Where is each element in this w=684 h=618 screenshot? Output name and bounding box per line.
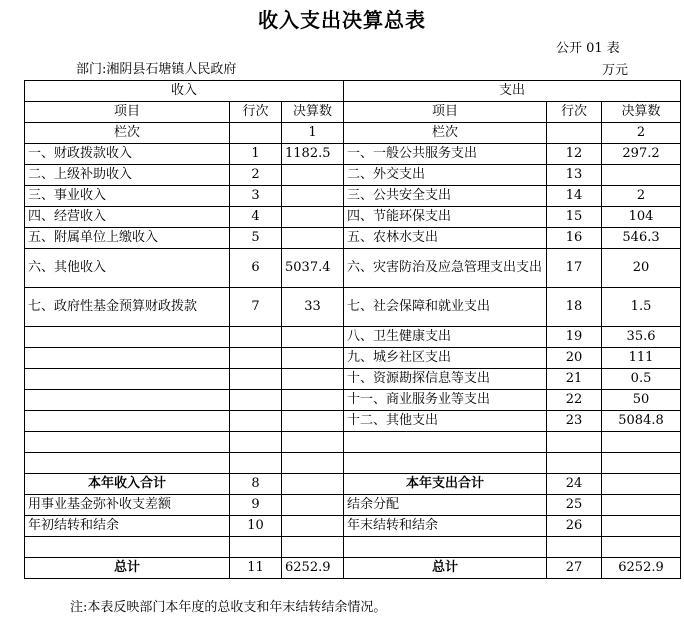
income-expense-table: [24, 80, 681, 579]
income-line-no-cell: 10: [230, 516, 282, 537]
empty-cell: [230, 123, 282, 144]
income-amount-cell: [282, 411, 344, 432]
expense-line-no-cell: 16: [547, 228, 602, 249]
income-line-no-cell: 3: [230, 186, 282, 207]
expense-line-no-cell: 14: [547, 186, 602, 207]
income-line-no-cell: 9: [230, 495, 282, 516]
column-index-1: 1: [282, 123, 344, 144]
department-label: 部门:湘阴县石塘镇人民政府: [76, 62, 237, 77]
expense-amount-header: 决算数: [602, 102, 681, 123]
section-header-row: [25, 81, 681, 102]
column-header-row: [25, 102, 681, 123]
table-row: [25, 288, 681, 327]
report-title: 收入支出决算总表: [258, 8, 426, 32]
footnote: 注:本表反映部门本年度的总收支和年末结转结余情况。: [70, 600, 387, 615]
expense-line-no-cell: 25: [547, 495, 602, 516]
income-line-no-cell: 8: [230, 474, 282, 495]
expense-item-cell: 年末结转和结余: [344, 516, 547, 537]
income-line-no-cell: [230, 390, 282, 411]
income-amount-cell: 1182.5: [282, 144, 344, 165]
expense-amount-cell: [602, 432, 681, 453]
income-item-cell: 三、事业收入: [25, 186, 230, 207]
income-line-no-cell: [230, 537, 282, 558]
income-item-cell: [25, 390, 230, 411]
income-item-cell: [25, 369, 230, 390]
expense-line-no-cell: 12: [547, 144, 602, 165]
income-amount-cell: [282, 390, 344, 411]
expense-line-no-cell: 19: [547, 327, 602, 348]
income-line-no-cell: 2: [230, 165, 282, 186]
table-row: [25, 348, 681, 369]
expense-amount-cell: [602, 495, 681, 516]
income-amount-cell: [282, 453, 344, 474]
income-line-no-cell: [230, 369, 282, 390]
expense-item-cell: 总计: [344, 558, 547, 579]
expense-line-no-cell: 18: [547, 288, 602, 327]
table-row: [25, 228, 681, 249]
income-line-no-cell: [230, 432, 282, 453]
income-amount-cell: [282, 165, 344, 186]
expense-amount-cell: [602, 474, 681, 495]
column-index-label: 栏次: [25, 123, 230, 144]
income-amount-cell: 6252.9: [282, 558, 344, 579]
expense-item-cell: 十二、其他支出: [344, 411, 547, 432]
table-row: [25, 537, 681, 558]
income-amount-cell: [282, 228, 344, 249]
expense-amount-cell: 50: [602, 390, 681, 411]
expense-line-no-cell: 15: [547, 207, 602, 228]
expense-item-cell: 五、农林水支出: [344, 228, 547, 249]
expense-section-header: 支出: [344, 81, 681, 102]
expense-amount-cell: 546.3: [602, 228, 681, 249]
expense-line-no-cell: 24: [547, 474, 602, 495]
expense-item-cell: 一、一般公共服务支出: [344, 144, 547, 165]
income-amount-cell: [282, 516, 344, 537]
income-item-cell: 用事业基金弥补收支差额: [25, 495, 230, 516]
expense-item-cell: [344, 432, 547, 453]
expense-item-cell: 本年支出合计: [344, 474, 547, 495]
table-row: [25, 369, 681, 390]
expense-line-no-cell: [547, 453, 602, 474]
table-row: [25, 411, 681, 432]
income-item-cell: 四、经营收入: [25, 207, 230, 228]
expense-item-cell: 四、节能环保支出: [344, 207, 547, 228]
expense-line-no-header: 行次: [547, 102, 602, 123]
column-index-row: [25, 123, 681, 144]
income-item-cell: 二、上级补助收入: [25, 165, 230, 186]
income-item-cell: 六、其他收入: [25, 249, 230, 288]
income-line-no-header: 行次: [230, 102, 282, 123]
expense-line-no-cell: [547, 537, 602, 558]
table-row: [25, 453, 681, 474]
data-rows: [25, 144, 681, 579]
income-line-no-cell: 7: [230, 288, 282, 327]
income-amount-cell: 5037.4: [282, 249, 344, 288]
income-amount-cell: [282, 495, 344, 516]
expense-amount-cell: 297.2: [602, 144, 681, 165]
expense-line-no-cell: 20: [547, 348, 602, 369]
income-item-cell: 总计: [25, 558, 230, 579]
expense-line-no-cell: 13: [547, 165, 602, 186]
income-item-header: 项目: [25, 102, 230, 123]
expense-line-no-cell: 21: [547, 369, 602, 390]
expense-item-cell: 十、资源勘探信息等支出: [344, 369, 547, 390]
income-line-no-cell: 6: [230, 249, 282, 288]
table-row: [25, 432, 681, 453]
expense-amount-cell: 2: [602, 186, 681, 207]
expense-item-cell: [344, 537, 547, 558]
expense-item-cell: 二、外交支出: [344, 165, 547, 186]
income-line-no-cell: [230, 348, 282, 369]
table-row: [25, 207, 681, 228]
expense-amount-cell: 111: [602, 348, 681, 369]
expense-amount-cell: 1.5: [602, 288, 681, 327]
expense-amount-cell: [602, 516, 681, 537]
expense-amount-cell: 6252.9: [602, 558, 681, 579]
income-amount-cell: [282, 207, 344, 228]
table-row: [25, 165, 681, 186]
expense-line-no-cell: 22: [547, 390, 602, 411]
table-row: [25, 495, 681, 516]
expense-item-cell: 三、公共安全支出: [344, 186, 547, 207]
income-item-cell: 本年收入合计: [25, 474, 230, 495]
expense-item-cell: 八、卫生健康支出: [344, 327, 547, 348]
expense-line-no-cell: 26: [547, 516, 602, 537]
income-line-no-cell: 4: [230, 207, 282, 228]
income-item-cell: 年初结转和结余: [25, 516, 230, 537]
income-item-cell: 七、政府性基金预算财政拨款: [25, 288, 230, 327]
expense-item-cell: 十一、商业服务业等支出: [344, 390, 547, 411]
table-row: [25, 327, 681, 348]
expense-amount-cell: 0.5: [602, 369, 681, 390]
income-item-cell: [25, 411, 230, 432]
table-row: [25, 558, 681, 579]
table-row: [25, 144, 681, 165]
table-row: [25, 516, 681, 537]
table-row: [25, 186, 681, 207]
expense-line-no-cell: [547, 432, 602, 453]
expense-amount-cell: 35.6: [602, 327, 681, 348]
income-item-cell: 一、财政拨款收入: [25, 144, 230, 165]
income-amount-cell: [282, 186, 344, 207]
income-amount-cell: [282, 537, 344, 558]
expense-item-cell: 七、社会保障和就业支出: [344, 288, 547, 327]
income-amount-header: 决算数: [282, 102, 344, 123]
expense-item-header: 项目: [344, 102, 547, 123]
income-line-no-cell: [230, 453, 282, 474]
table-row: [25, 249, 681, 288]
income-amount-cell: [282, 432, 344, 453]
column-index-label-2: 栏次: [344, 123, 547, 144]
income-amount-cell: [282, 327, 344, 348]
expense-amount-cell: [602, 537, 681, 558]
income-line-no-cell: 1: [230, 144, 282, 165]
income-line-no-cell: 5: [230, 228, 282, 249]
income-amount-cell: 33: [282, 288, 344, 327]
income-line-no-cell: [230, 411, 282, 432]
expense-item-cell: 六、灾害防治及应急管理支出支出: [344, 249, 547, 288]
table-row: [25, 390, 681, 411]
income-item-cell: [25, 327, 230, 348]
income-section-header: 收入: [25, 81, 344, 102]
income-item-cell: 五、附属单位上缴收入: [25, 228, 230, 249]
income-item-cell: [25, 453, 230, 474]
column-index-2: 2: [602, 123, 681, 144]
income-amount-cell: [282, 369, 344, 390]
expense-line-no-cell: 17: [547, 249, 602, 288]
income-line-no-cell: [230, 327, 282, 348]
income-item-cell: [25, 432, 230, 453]
expense-amount-cell: [602, 453, 681, 474]
expense-item-cell: 九、城乡社区支出: [344, 348, 547, 369]
expense-amount-cell: 5084.8: [602, 411, 681, 432]
expense-line-no-cell: 27: [547, 558, 602, 579]
expense-amount-cell: 104: [602, 207, 681, 228]
table-row: [25, 474, 681, 495]
expense-item-cell: [344, 453, 547, 474]
form-number: 公开 01 表: [556, 41, 620, 56]
income-item-cell: [25, 537, 230, 558]
expense-item-cell: 结余分配: [344, 495, 547, 516]
expense-amount-cell: [602, 165, 681, 186]
income-amount-cell: [282, 348, 344, 369]
expense-amount-cell: 20: [602, 249, 681, 288]
income-amount-cell: [282, 474, 344, 495]
empty-cell: [547, 123, 602, 144]
expense-line-no-cell: 23: [547, 411, 602, 432]
income-item-cell: [25, 348, 230, 369]
income-line-no-cell: 11: [230, 558, 282, 579]
unit-label: 万元: [602, 63, 629, 78]
